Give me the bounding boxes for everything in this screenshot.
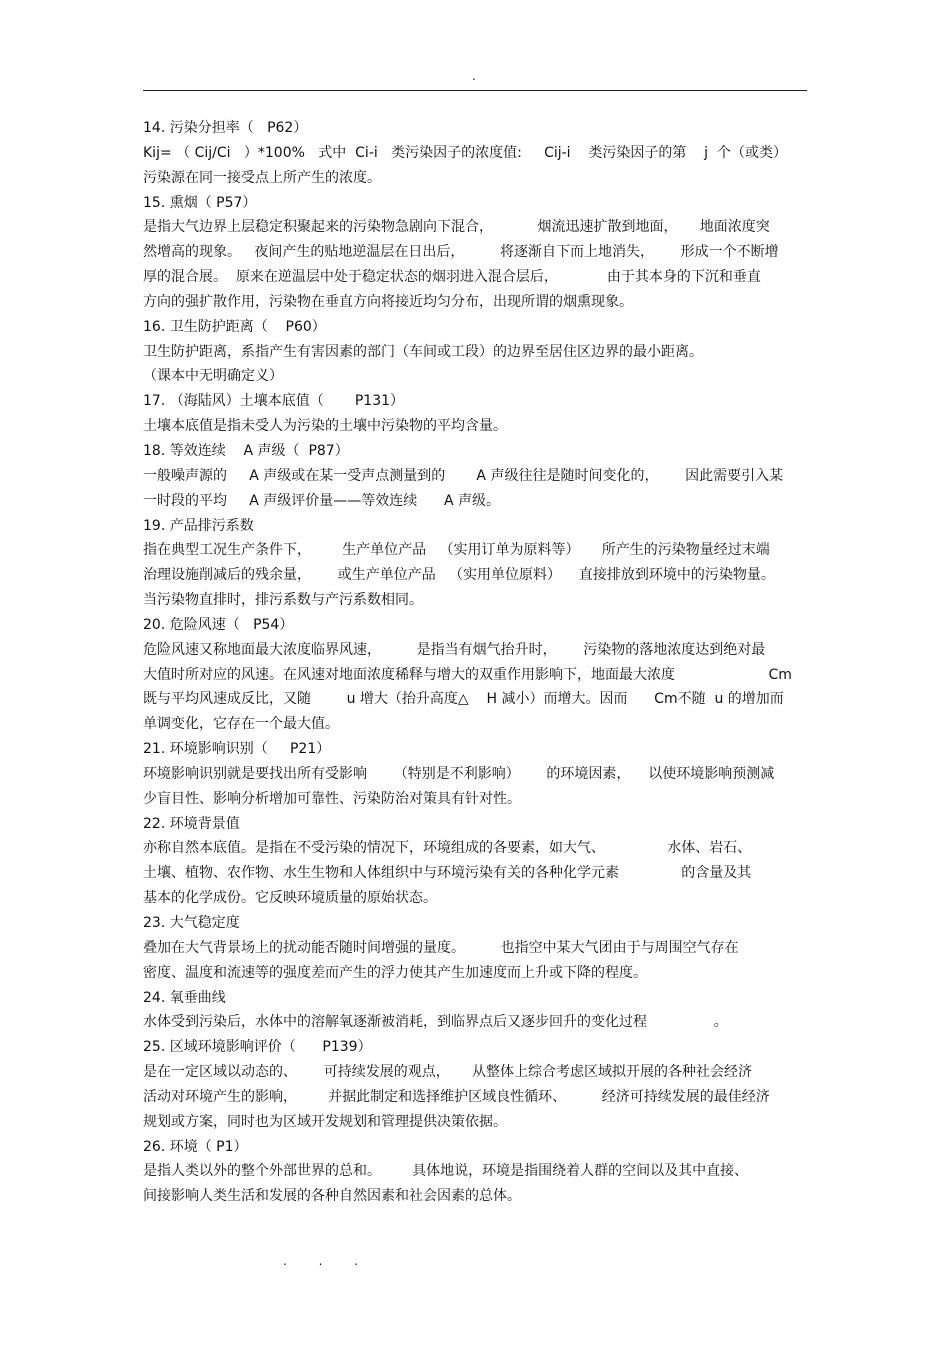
text-line: 基本的化学成份。它反映环境质量的原始状态。 — [143, 890, 437, 907]
text-line: 单调变化，它存在一个最大值。 — [143, 716, 339, 733]
text-line: 危险风速又称地面最大浓度临界风速， 是指当有烟气抬升时， 污染物的落地浓度达到绝对最 — [143, 641, 766, 658]
text-line: 方向的强扩散作用，污染物在垂直方向将接近均匀分布，出现所谓的烟熏现象。 — [143, 293, 633, 310]
text-line: 当污染物直排时，排污系数与产污系数相同。 — [143, 592, 423, 609]
text-line: 21. 环境影响识别（ P21） — [143, 741, 331, 758]
text-line: 活动对环境产生的影响， 并据此制定和选择维护区域良性循环、 经济可持续发展的最佳经济 — [143, 1088, 770, 1105]
text-line: 一时段的平均 A 声级评价量——等效连续 A 声级。 — [143, 492, 501, 509]
text-line: 规划或方案，同时也为区域开发规划和管理提供决策依据。 — [143, 1113, 507, 1130]
header-rule — [143, 90, 807, 91]
text-line: 是指人类以外的整个外部世界的总和。 具体地说，环境是指围绕着人群的空间以及其中直接、 — [143, 1163, 749, 1180]
text-line: 大值时所对应的风速。在风速对地面浓度稀释与增大的双重作用影响下，地面最大浓度 Cm — [143, 666, 792, 683]
text-line: 叠加在大气背景场上的扰动能否随时间增强的量度。 也指空中某大气团由于与周围空气存在 — [143, 939, 739, 956]
text-line: 密度、温度和流速等的强度差而产生的浮力使其产生加速度而上升或下降的程度。 — [143, 964, 647, 981]
text-line: 16. 卫生防护距离（ P60） — [143, 318, 326, 335]
text-line: 20. 危险风速（ P54） — [143, 616, 294, 633]
text-line: 既与平均风速成反比，又随 u 增大（抬升高度△ H 减小）而增大。因而 Cm不随 u 的增加而 — [143, 691, 784, 708]
text-line: 指在典型工况生产条件下， 生产单位产品 （实用订单为原料等） 所产生的污染物量经过末端 — [143, 542, 770, 559]
text-line: 23. 大气稳定度 — [143, 915, 240, 931]
text-line: 24. 氧垂曲线 — [143, 989, 226, 1006]
text-line: 环境影响识别就是要找出所有受影响 （特别是不利影响） 的环境因素， 以使环境影响预测减 — [143, 765, 775, 782]
text-line: Kij= （ Cij/Ci ）*100% 式中 Ci-i 类污染因子的浓度值: Cij-i 类污染因子的第 j 个（或类） — [143, 144, 787, 161]
text-line: 土壤、植物、农作物、水生生物和人体组织中与环境污染有关的各种化学元素 的含量及其 — [143, 865, 752, 882]
text-line: 17. （海陆风）土壤本底值（ P131） — [143, 393, 405, 410]
text-line: 土壤本底值是指未受人为污染的土壤中污染物的平均含量。 — [143, 418, 507, 435]
text-line: 14. 污染分担率（ P62） — [143, 120, 308, 136]
text-line: 22. 环境背景值 — [143, 815, 240, 832]
text-line: 水体受到污染后，水体中的溶解氧逐渐被消耗，到临界点后又逐步回升的变化过程 。 — [143, 1014, 728, 1031]
text-line: 是指大气边界上层稳定积聚起来的污染物急剧向下混合， 烟流迅速扩散到地面， 地面浓度突 — [143, 219, 770, 236]
text-line: 治理设施削减后的残余量， 或生产单位产品 （实用单位原料） 直接排放到环境中的污染物量。 — [143, 567, 775, 584]
text-line: 少盲目性、影响分析增加可靠性、污染防治对策具有针对性。 — [143, 790, 521, 807]
text-line: 15. 熏烟（ P57） — [143, 194, 257, 211]
text-line: 卫生防护距离，系指产生有害因素的部门（车间或工段）的边界至居住区边界的最小距离。 — [143, 343, 703, 360]
text-line: 18. 等效连续 A 声级（ P87） — [143, 442, 349, 459]
text-line: 26. 环境（ P1） — [143, 1138, 248, 1155]
text-line: 亦称自然本底值。是指在不受污染的情况下，环境组成的各要素，如大气、 水体、岩石、 — [143, 840, 752, 857]
text-line: 一般噪声源的 A 声级或在某一受声点测量到的 A 声级往往是随时间变化的， 因此需要引入某 — [143, 467, 784, 484]
text-line: （课本中无明确定义） — [143, 368, 283, 385]
text-line: 是在一定区域以动态的、 可持续发展的观点， 从整体上综合考虑区域拟开展的各种社会经济 — [143, 1064, 752, 1081]
footer-dots: . . . — [283, 1254, 373, 1268]
text-line: 污染源在同一接受点上所产生的浓度。 — [143, 169, 381, 186]
header-dot: . — [472, 69, 476, 83]
text-line: 25. 区域环境影响评价（ P139） — [143, 1039, 372, 1056]
text-line: 间接影响人类生活和发展的各种自然因素和社会因素的总体。 — [143, 1188, 521, 1205]
text-line: 厚的混合展。 原来在逆温层中处于稳定状态的烟羽进入混合层后， 由于其本身的下沉和垂直 — [143, 269, 761, 286]
text-line: 19. 产品排污系数 — [143, 517, 254, 534]
text-line: 然增高的现象。 夜间产生的贴地逆温层在日出后， 将逐渐自下而上地消失， 形成一个不断增 — [143, 244, 779, 261]
document-body — [143, 116, 807, 1209]
